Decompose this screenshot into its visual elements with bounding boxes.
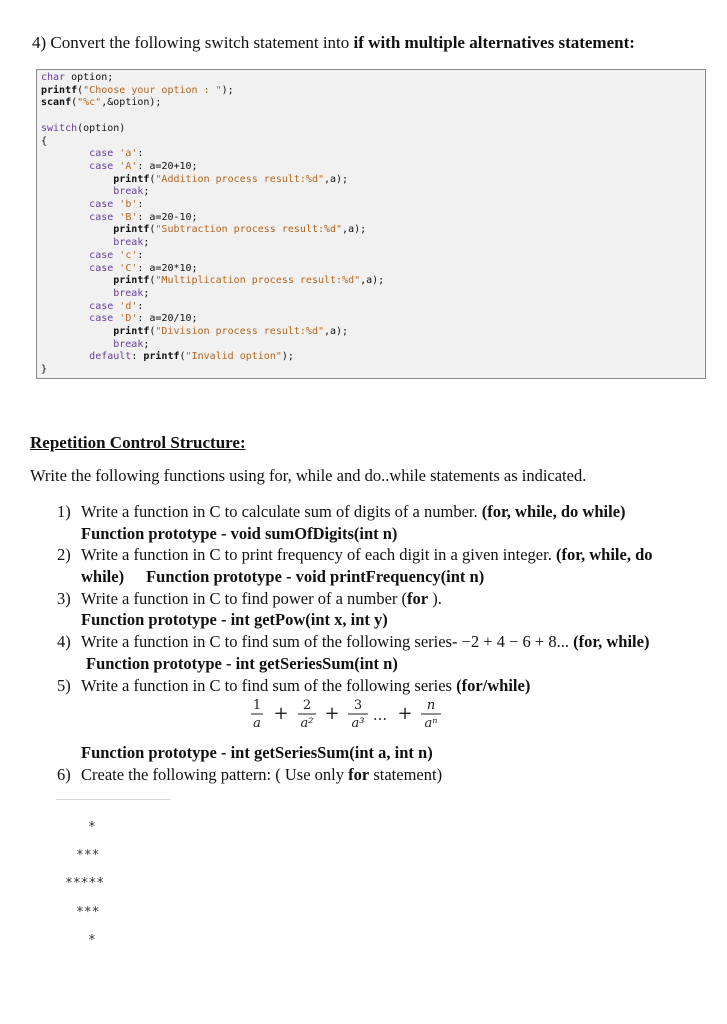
plus-sign: +: [397, 703, 413, 724]
task-number: 4): [57, 632, 71, 651]
code-line: case 'A': a=20+10;: [89, 160, 198, 172]
task-2-loops-cont: while): [81, 567, 125, 586]
task-3-prototype: Function prototype - int getPow(int x, int y): [81, 610, 388, 629]
term-3-numerator: 3: [353, 698, 363, 713]
task-number: 3): [57, 589, 71, 608]
code-line: break;: [113, 237, 150, 249]
code-line: break;: [113, 186, 150, 198]
code-line: break;: [113, 338, 150, 350]
task-1-prototype: Function prototype - void sumOfDigits(int n): [81, 524, 398, 543]
task-2-text: [81, 545, 653, 565]
q4-heading-bold: if with multiple alternatives statement:: [353, 33, 635, 52]
task-6-desc: Create the following pattern: ( Use only: [81, 765, 349, 784]
code-listing: [36, 69, 706, 379]
code-line: switch(option): [41, 122, 126, 134]
q4-heading: [32, 33, 635, 53]
term-3-denominator: a³: [351, 716, 365, 731]
task-1-desc: Write a function in C to calculate sum of digits of a number.: [81, 502, 482, 521]
code-line: printf("Division process result:%d",a);: [113, 326, 349, 338]
task-1-text: [81, 502, 626, 522]
task-number: 2): [57, 545, 71, 564]
task-3-text: [81, 589, 442, 609]
task-2-prototype: Function prototype - void printFrequency(int n): [146, 567, 485, 586]
pattern-row: *: [88, 933, 96, 948]
task-5-loops: (for/while): [456, 676, 531, 695]
pattern-row: ***: [76, 905, 100, 920]
code-line: char option;: [41, 72, 114, 83]
task-number: 6): [57, 765, 71, 784]
task-3-desc: Write a function in C to find power of a number (: [81, 589, 408, 608]
code-line: default: printf("Invalid option");: [89, 351, 294, 363]
task-3-close: ).: [428, 589, 442, 608]
task-6-close: statement): [369, 765, 443, 784]
code-line: case 'd':: [89, 300, 144, 312]
code-line: case 'a':: [89, 148, 144, 160]
switch-code: [41, 72, 384, 377]
code-line: case 'b':: [89, 199, 144, 211]
code-line: case 'c':: [89, 249, 144, 261]
task-5-desc: Write a function in C to find sum of the following series: [81, 676, 457, 695]
code-line: printf("Addition process result:%d",a);: [113, 173, 349, 185]
task-number: 1): [57, 502, 71, 521]
term-n-denominator: aⁿ: [424, 716, 438, 731]
task-6-keyword: for: [348, 765, 370, 784]
task-5-prototype: Function prototype - int getSeriesSum(int a, int n): [81, 743, 433, 762]
code-line: case 'B': a=20-10;: [89, 211, 198, 223]
term-1-denominator: a: [253, 716, 261, 731]
task-4-text: [81, 632, 649, 652]
pattern-row: *****: [65, 876, 105, 891]
code-line: printf("Multiplication process result:%d",a);: [113, 275, 385, 287]
task-1-loops: (for, while, do while): [481, 502, 626, 521]
section-title: Repetition Control Structure:: [30, 433, 246, 452]
divider: [56, 799, 170, 800]
task-2-line2: [81, 567, 484, 587]
task-2-loops: (for, while, do: [555, 545, 653, 564]
task-4-prototype: Function prototype - int getSeriesSum(int n): [86, 654, 398, 673]
code-line: case 'C': a=20*10;: [89, 262, 198, 274]
series-formula: [245, 694, 445, 736]
pattern-row: *: [88, 820, 96, 835]
task-2-desc: Write a function in C to print frequency of each digit in a given integer.: [81, 545, 556, 564]
intro-text: Write the following functions using for, while and do..while statements as indicated.: [30, 466, 587, 485]
term-2-numerator: 2: [302, 698, 312, 713]
task-4-loops: (for, while): [573, 632, 650, 651]
task-6-text: [81, 765, 442, 785]
code-line: {: [41, 135, 48, 147]
term-n-numerator: n: [426, 698, 436, 713]
q4-heading-text: 4) Convert the following switch statement into: [32, 33, 354, 52]
code-line: printf("Choose your option : ");: [41, 84, 234, 96]
code-line: }: [41, 364, 48, 376]
ellipsis: ...: [372, 706, 388, 724]
term-1-numerator: 1: [252, 698, 262, 713]
plus-sign: +: [273, 703, 289, 724]
code-line: case 'D': a=20/10;: [89, 313, 198, 325]
code-line: break;: [113, 287, 150, 299]
code-line: scanf("%c",&option);: [41, 97, 162, 109]
task-3-loops: for: [407, 589, 429, 608]
task-5-text: [81, 676, 530, 696]
task-number: 5): [57, 676, 71, 695]
term-2-denominator: a²: [300, 716, 314, 731]
pattern-row: ***: [76, 848, 100, 863]
code-line: printf("Subtraction process result:%d",a);: [113, 224, 367, 236]
task-4-desc: Write a function in C to find sum of the following series- −2 + 4 − 6 + 8...: [81, 632, 574, 651]
plus-sign: +: [324, 703, 340, 724]
